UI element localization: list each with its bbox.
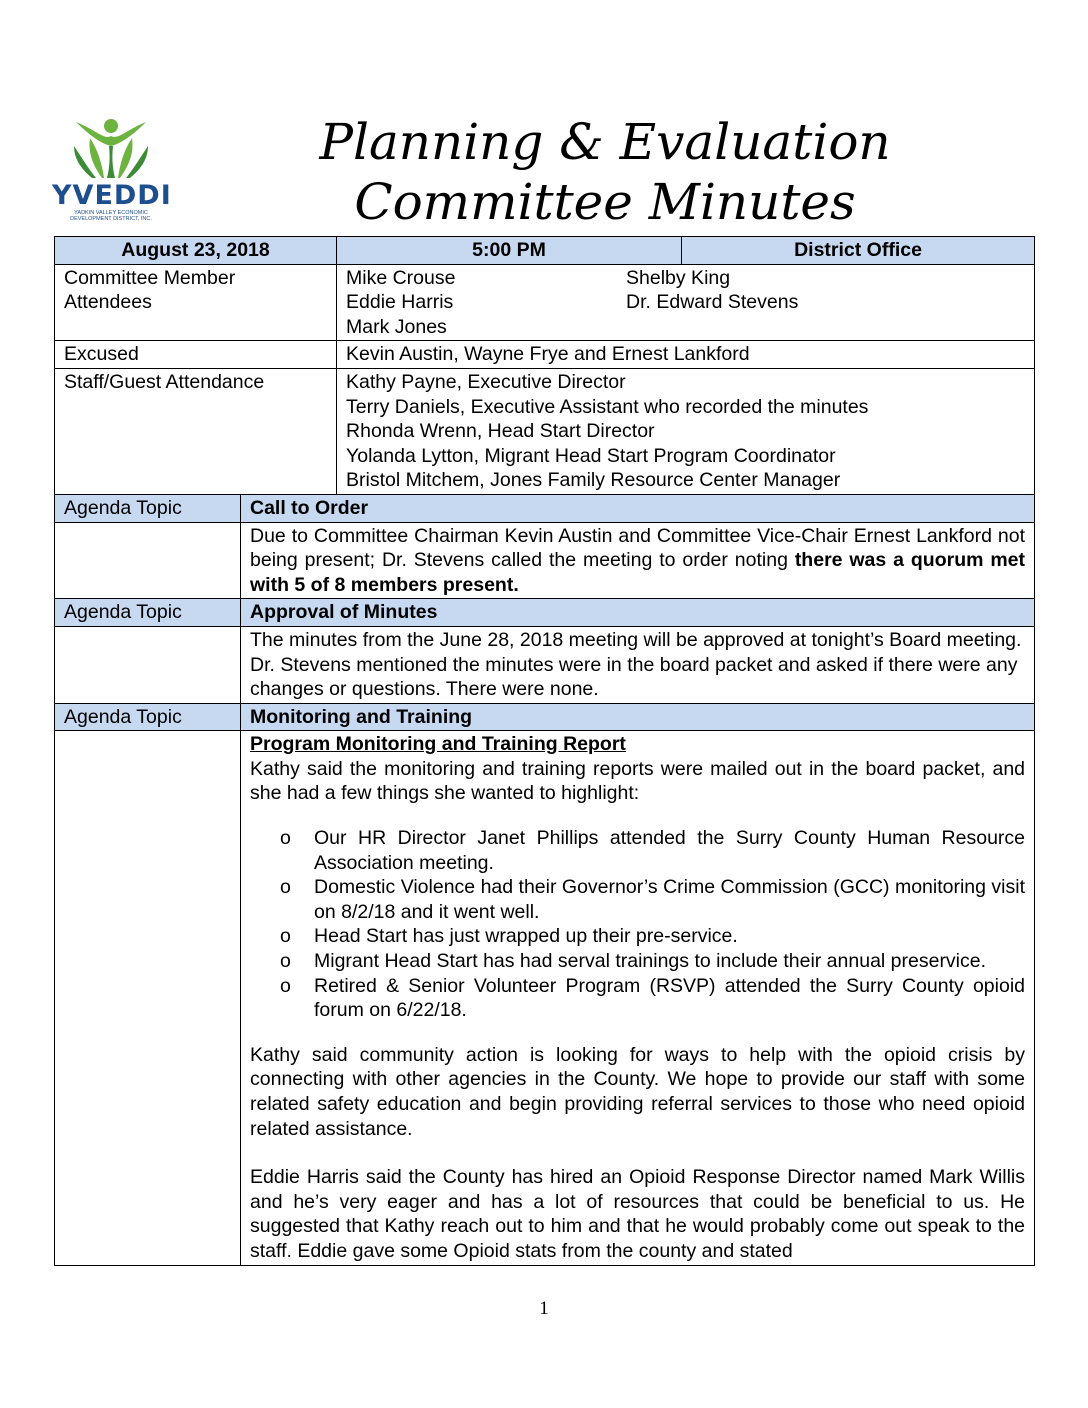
agenda-content-row <box>55 626 1035 703</box>
staff-name: Kathy Payne, Executive Director <box>346 370 626 393</box>
staff-name: Rhonda Wrenn, Head Start Director <box>346 420 655 443</box>
member-name: Mike Crouse <box>346 266 456 289</box>
list-item: o Our HR Director Janet Phillips attended the Surry County Human Resource Association meeting. <box>280 827 1026 874</box>
call-to-order-text: Due to Committee Chairman Kevin Austin and Committee Vice-Chair Ernest Lankford not being present; Dr. Stevens called the meeting to order noting there was a quorum met with 5 of 8 members present. <box>241 522 1035 599</box>
meeting-header-row <box>55 237 1035 265</box>
agenda-topic-name: Approval of Minutes <box>241 599 1035 627</box>
members-list <box>337 264 1035 341</box>
member-name: Mark Jones <box>346 315 447 338</box>
page-number: 1 <box>539 1298 549 1319</box>
logo-subtitle: YADKIN VALLEY ECONOMIC DEVELOPMENT DISTRICT, INC. <box>70 210 152 222</box>
yveddi-logo <box>52 116 170 224</box>
list-item: o Head Start has just wrapped up their pre-service. <box>280 925 738 948</box>
members-row <box>55 264 1035 341</box>
logo-name: YVEDDI <box>52 180 172 211</box>
agenda-topic-row <box>55 494 1035 522</box>
minutes-table <box>54 236 1035 1266</box>
agenda-topic-row <box>55 599 1035 627</box>
staff-row <box>55 368 1035 494</box>
staff-label: Staff/Guest Attendance <box>55 368 337 494</box>
title-line-2: Committee Minutes <box>354 173 856 231</box>
approval-text: The minutes from the June 28, 2018 meeting will be approved at tonight’s Board meeting. Dr. Stevens mentioned the minutes were in the board packet and asked if there were any changes or questions. There were none. <box>241 626 1035 703</box>
staff-name: Terry Daniels, Executive Assistant who recorded the minutes <box>346 395 869 418</box>
monitoring-subheading: Program Monitoring and Training Report <box>250 733 626 756</box>
meeting-location: District Office <box>682 237 1035 265</box>
agenda-content-row <box>55 731 1035 1265</box>
list-item: o Domestic Violence had their Governor’s Crime Commission (GCC) monitoring visit on 8/2/18 and it went well. <box>280 876 1026 923</box>
excused-row <box>55 341 1035 369</box>
monitoring-intro: Kathy said the monitoring and training reports were mailed out in the board packet, and she had a few things she wanted to highlight: <box>250 757 1026 805</box>
monitoring-content <box>241 731 1035 1265</box>
opioid-paragraph: Kathy said community action is looking for ways to help with the opioid crisis by connecting with other agencies in the County. We hope to provide our staff with some related safety education and begin providing referral services to those who need opioid related assistance. <box>250 1043 1026 1140</box>
agenda-topic-label: Agenda Topic <box>55 599 241 627</box>
highlights-list <box>250 826 1025 1023</box>
member-name: Dr. Edward Stevens <box>626 291 799 314</box>
list-item: o Retired & Senior Volunteer Program (RSVP) attended the Surry County opioid forum on 6/22/18. <box>280 974 1026 1022</box>
staff-list <box>337 368 1035 494</box>
opioid-director-paragraph: Eddie Harris said the County has hired an Opioid Response Director named Mark Willis and he’s very eager and has a lot of resources that could be beneficial to us. He suggested that Kathy reach out to him and that he would probably come out speak to the staff. Eddie gave some Opioid stats from the county and stated <box>250 1166 1026 1262</box>
excused-names: Kevin Austin, Wayne Frye and Ernest Lankford <box>337 341 1035 369</box>
title-line-1: Planning & Evaluation <box>319 113 891 171</box>
agenda-topic-name: Call to Order <box>241 494 1035 522</box>
agenda-topic-label: Agenda Topic <box>55 494 241 522</box>
agenda-topic-row <box>55 703 1035 731</box>
quorum-note: there was a quorum met with 5 of 8 members present. <box>250 549 1026 596</box>
member-name: Shelby King <box>626 266 731 289</box>
agenda-topic-name: Monitoring and Training <box>241 703 1035 731</box>
list-item: o Migrant Head Start has had serval trainings to include their annual preservice. <box>280 950 987 973</box>
member-name: Eddie Harris <box>346 291 454 314</box>
agenda-topic-label: Agenda Topic <box>55 703 241 731</box>
members-label: Committee Member Attendees <box>55 264 337 341</box>
meeting-date: August 23, 2018 <box>55 237 337 265</box>
meeting-time: 5:00 PM <box>337 237 682 265</box>
excused-label: Excused <box>55 341 337 369</box>
agenda-content-row <box>55 522 1035 599</box>
people-leaves-icon <box>52 116 170 180</box>
staff-name: Yolanda Lytton, Migrant Head Start Program Coordinator <box>346 444 836 467</box>
document-title <box>250 112 960 232</box>
staff-name: Bristol Mitchem, Jones Family Resource Center Manager <box>346 469 841 492</box>
